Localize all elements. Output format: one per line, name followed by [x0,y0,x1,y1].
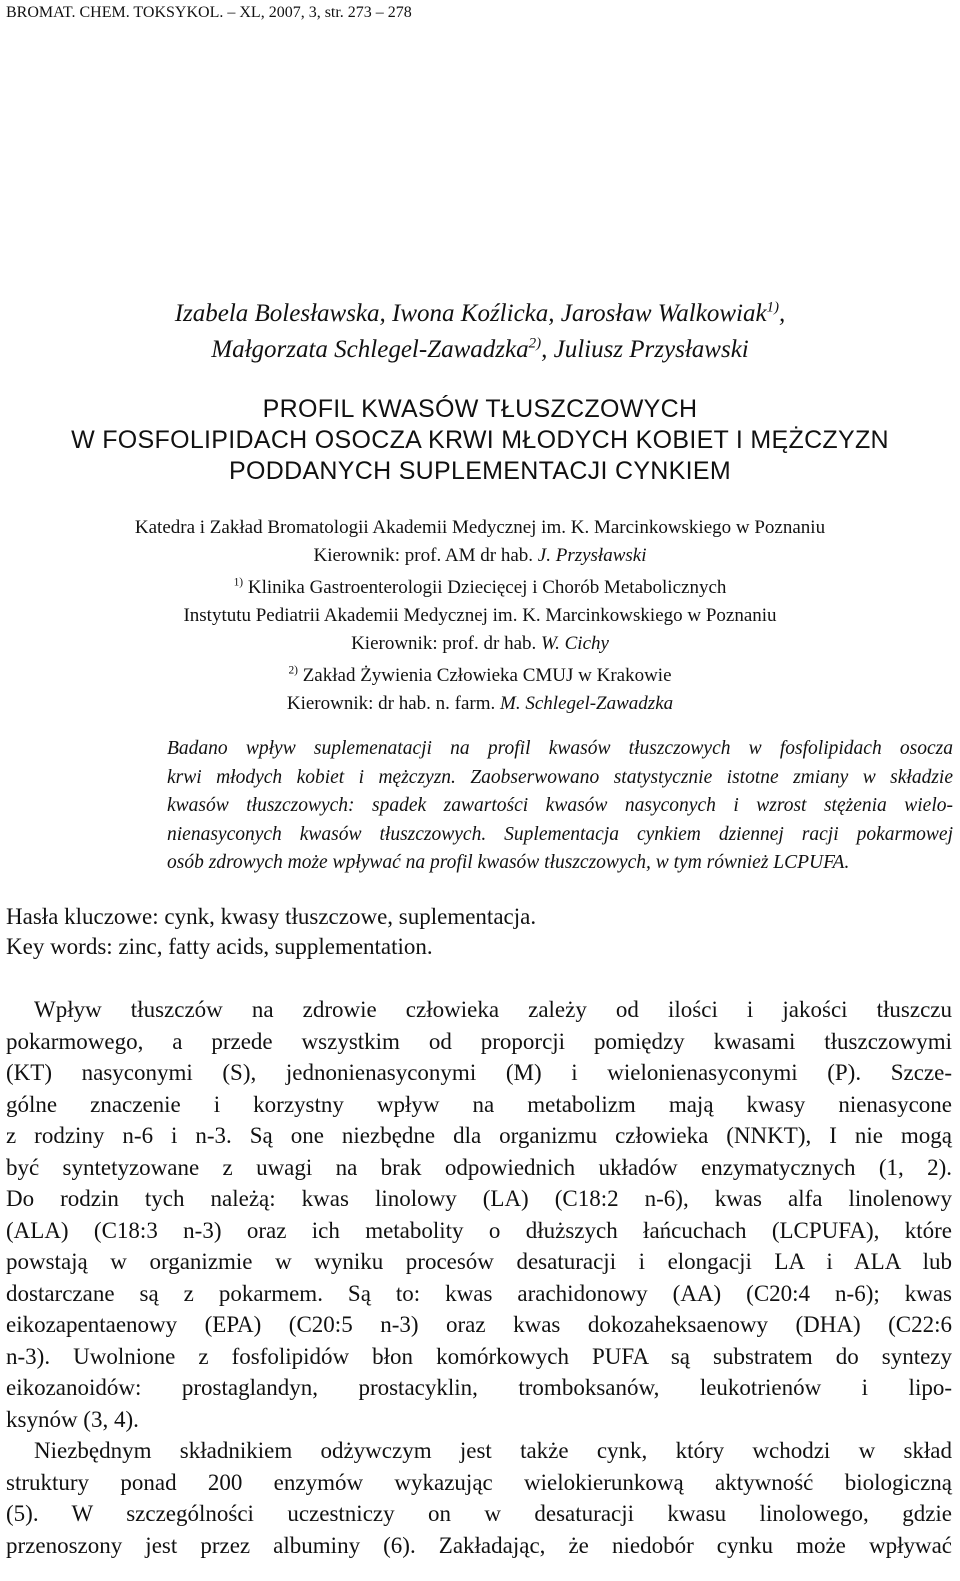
body-line: pokarmowego, a przede wszystkim od proporcji pomiędzy kwasami tłuszczowymi [6,1028,952,1054]
body-line: powstają w organizmie w wyniku procesów desaturacji i elongacji LA i ALA lub [6,1249,952,1274]
body-line: przenoszony jest przez albuminy (6). Zakładając, że niedobór cynku może wpływać [6,1532,952,1558]
head-prefix: Kierownik: dr hab. n. farm. [286,693,501,714]
affiliation-line: Instytutu Pediatrii Akademii Medycznej im. K. Marcinkowskiego w Poznaniu [183,605,777,626]
paper-title [0,394,960,487]
title-line: PODDANYCH SUPLEMENTACJI CYNKIEM [229,457,731,485]
affiliation-footnote-2: 2) [288,664,298,677]
body-line: ksynów (3, 4). [6,1406,139,1432]
author-names-3: , Juliusz Przysławski [541,336,749,363]
affiliations [0,514,960,718]
head-name: J. Przysławski [537,545,647,566]
affiliation-footnote-1: 1) [233,576,244,589]
affiliation-text: Klinika Gastroenterologii Dziecięcej i Chorób Metabolicznych [243,577,727,598]
body-line: (KT) nasyconymi (S), jednonienasyconymi (M) i wielonienasyconymi (P). Szcze- [6,1060,952,1085]
author-line-2 [0,332,960,368]
author-names-2: Małgorzata Schlegel-Zawadzka [211,336,529,363]
body-line: eikozanoidów: prostaglandyn, prostacyklin, tromboksanów, leukotrienów i lipo- [6,1375,952,1400]
affiliation-head-line [0,542,960,570]
abstract-line: kwasów tłuszczowych: spadek zawartości kwasów nasyconych i wzrost stężenia wielo- [167,795,953,817]
affiliation-line: Katedra i Zakład Bromatologii Akademii Medycznej im. K. Marcinkowskiego w Poznaniu [134,517,826,538]
body-line: Niezbędnym składnikiem odżywczym jest także cynk, który wchodzi w skład [34,1438,952,1463]
affiliation-line [0,662,960,690]
title-line: PROFIL KWASÓW TŁUSZCZOWYCH [262,395,698,423]
body-line: być syntetyzowane z uwagi na brak odpowiednich układów enzymatycznych (1, 2). [6,1154,952,1180]
abstract-line: nienasyconych kwasów tłuszczowych. Suplementacja cynkiem dziennej racji pokarmowej [167,823,953,845]
author-footnote-2: 2) [528,335,542,352]
body-line: Wpływ tłuszczów na zdrowie człowieka zależy od ilości i jakości tłuszczu [34,997,952,1022]
body-line: Do rodzin tych należą: kwas linolowy (LA) (C18:2 n-6), kwas alfa linolenowy [6,1186,952,1211]
body-line: n-3). Uwolnione z fosfolipidów błon komórkowych PUFA są substratem do syntezy [6,1343,952,1369]
head-prefix: Kierownik: prof. dr hab. [351,633,542,654]
body-line: z rodziny n-6 i n-3. Są one niezbędne dla organizmu człowieka (NNKT), I nie mogą [6,1123,952,1148]
title-line: W FOSFOLIPIDACH OSOCZA KRWI MŁODYCH KOBIET I MĘŻCZYZN [71,426,889,454]
body-line: eikozapentaenowy (EPA) (C20:5 n-3) oraz kwas dokozaheksaenowy (DHA) (C22:6 [6,1312,952,1337]
author-names-1: Izabela Bolesławska, Iwona Koźlicka, Jarosław Walkowiak [174,300,767,327]
affiliation-line [0,574,960,602]
author-footnote-1: 1) [766,299,780,316]
running-head: BROMAT. CHEM. TOKSYKOL. – XL, 2007, 3, str. 273 – 278 [6,4,412,21]
body-line: struktury ponad 200 enzymów wykazując wielokierunkową aktywność biologiczną [6,1469,952,1495]
keywords-pl: Hasła kluczowe: cynk, kwasy tłuszczowe, suplementacja. [6,904,537,929]
abstract-line: krwi młodych kobiet i mężczyzn. Zaobserwowano statystycznie istotne zmiany w składzie [167,766,953,788]
abstract-line: osób zdrowych może wpływać na profil kwasów tłuszczowych, w tym również LCPUFA. [167,852,850,874]
head-prefix: Kierownik: prof. AM dr hab. [313,545,538,566]
body-line: (5). W szczególności uczestniczy on w desaturacji kwasu linolowego, gdzie [6,1501,952,1526]
abstract [167,735,953,878]
affiliation-head-line [0,690,960,718]
author-list [0,296,960,368]
body-line: dostarczane są z pokarmem. Są to: kwas arachidonowy (AA) (C20:4 n-6); kwas [6,1280,952,1306]
body-text [6,994,952,1561]
author-line-1 [0,296,960,332]
affiliation-head-line [0,630,960,658]
body-line: gólne znaczenie i korzystny wpływ na metabolizm mają kwasy nienasycone [6,1091,952,1117]
keywords [6,902,536,962]
body-line: (ALA) (C18:3 n-3) oraz ich metabolity o dłuższych łańcuchach (LCPUFA), które [6,1217,952,1243]
head-name: W. Cichy [541,633,609,654]
author-sep-1: , [779,300,786,327]
affiliation-text: Zakład Żywienia Człowieka CMUJ w Krakowie [297,665,672,686]
keywords-en: Key words: zinc, fatty acids, supplementation. [6,934,433,959]
head-name: M. Schlegel-Zawadzka [500,693,674,714]
abstract-line: Badano wpływ suplemenatacji na profil kwasów tłuszczowych w fosfolipidach osocza [167,738,953,759]
